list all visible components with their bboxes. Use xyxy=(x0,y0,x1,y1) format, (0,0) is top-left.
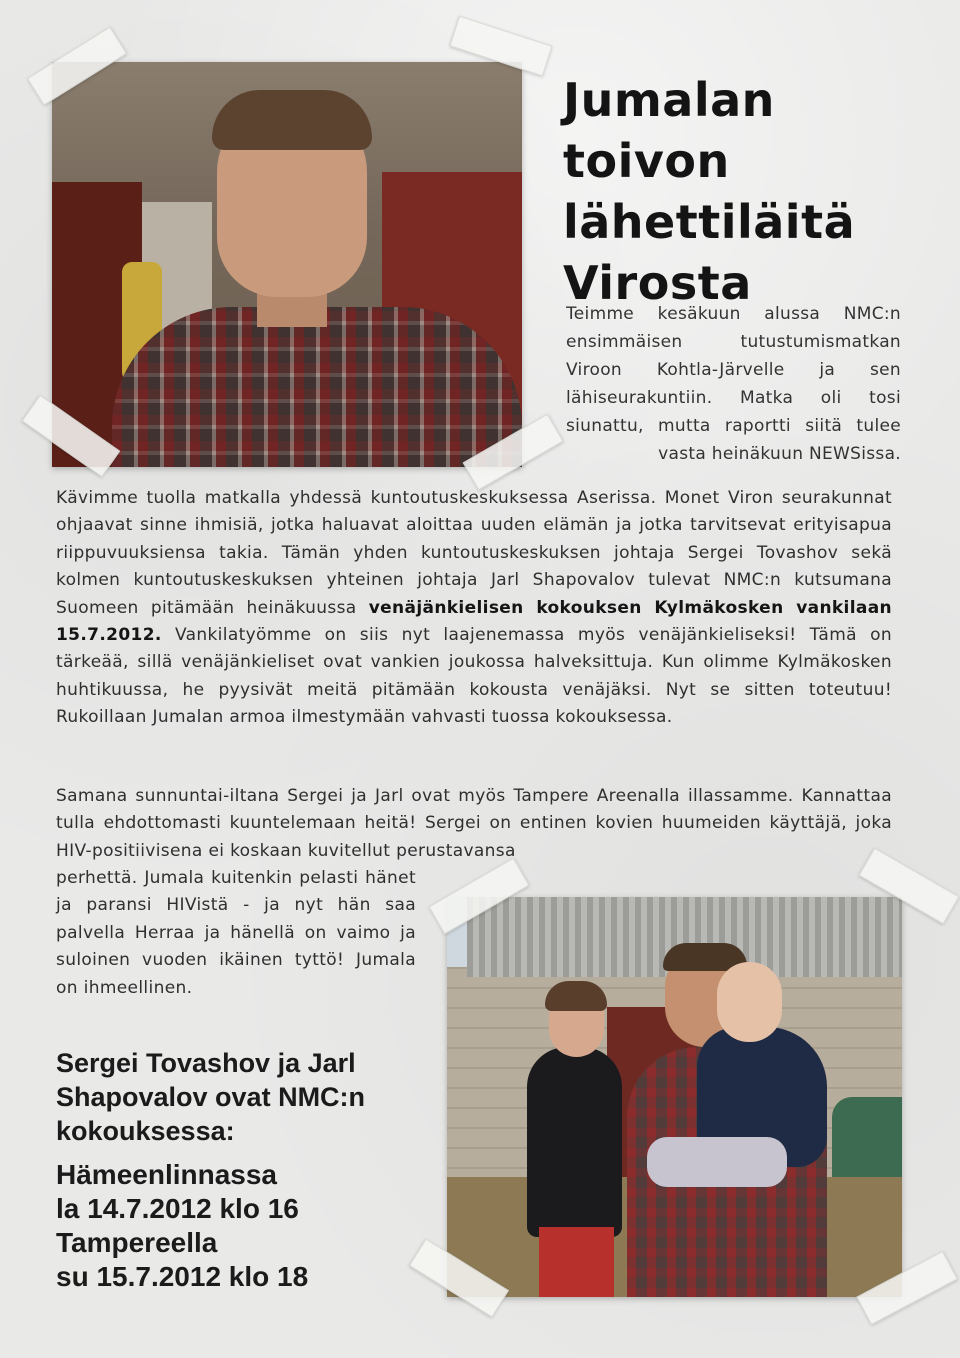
headline-line-4: Virosta xyxy=(563,256,752,310)
intro-paragraph: Teimme kesäkuun alussa NMC:n ensimmäisen tutustumismatkan Viroon Kohtla-Järvelle ja sen lähiseurakuntiin. Matka oli tosi siunattu, mutta raportti siitä tulee vasta heinäkuun NEWSissa. xyxy=(566,304,901,464)
article-p1-part1: Kävimme tuolla matkalla yhdessä kuntoutuskeskuksessa Aserissa. Monet Viron seurakunnat ohjaavat sinne ihmisiä, jotka haluavat aloittaa uuden elämän ja jotka tarvitsevat erityisapua riippuvuuksiensa takia. Tämän yhden kuntoutuskeskuksen johtaja Sergei Tovashov sekä kolmen kuntoutuskeskuksen yhteinen johtaja Jarl Shapovalov tulevat NMC:n kutsumana Suomeen pitämään heinäkuussa xyxy=(56,488,892,618)
meeting-place-2: Tampereella xyxy=(56,1227,218,1258)
headline-line-3: lähettiläitä xyxy=(563,195,856,249)
headline-line-1: Jumalan xyxy=(563,73,775,127)
meeting-time-1: la 14.7.2012 klo 16 xyxy=(56,1193,299,1224)
meetings-list xyxy=(56,1158,436,1294)
article-p1-bold: venäjänkielisen kokouksen Kylmäkosken vankilaan 15.7.2012. xyxy=(56,597,893,646)
meetings-title: Sergei Tovashov ja Jarl Shapovalov ovat NMC:n kokouksessa: xyxy=(56,1048,366,1146)
article-p1-part2: Vankilatyömme on siis nyt laajenemassa myös venäjänkieliseksi! Tämä on tärkeää, sillä venäjänkieliset ovat vankien joukossa halveksittuja. Kun olimme Kylmäkosken huhtikuussa, he pyysivät meitä pitämään kokousta venäjäksi. Nyt se sitten toteutuu! Rukoillaan Jumalan armoa ilmestymään vahvasti tuossa kokouksessa. xyxy=(56,625,892,728)
headline xyxy=(563,70,943,314)
photo-family xyxy=(447,897,902,1297)
article-paragraph-1 xyxy=(56,485,892,732)
article-paragraph-3: perhettä. Jumala kuitenkin pelasti hänet ja paransi HIVistä - ja nyt hän saa palvella Herraa ja hänellä on vaimo ja suloinen vuoden ikäinen tyttö! Jumala on ihmeellinen. xyxy=(56,868,416,998)
headline-line-2: toivon xyxy=(563,134,730,188)
meeting-time-2: su 15.7.2012 klo 18 xyxy=(56,1261,309,1292)
photo-sergei-portrait xyxy=(52,62,522,467)
meeting-place-1: Hämeenlinnassa xyxy=(56,1159,277,1190)
article-paragraph-2: Samana sunnuntai-iltana Sergei ja Jarl ovat myös Tampere Areenalla illassamme. Kannattaa tulla ehdottomasti kuuntelemaan heitä! Sergei on entinen kovien huumeiden käyttäjä, joka HIV-positiivisena ei koskaan kuvitellut perustavansa xyxy=(56,786,892,861)
